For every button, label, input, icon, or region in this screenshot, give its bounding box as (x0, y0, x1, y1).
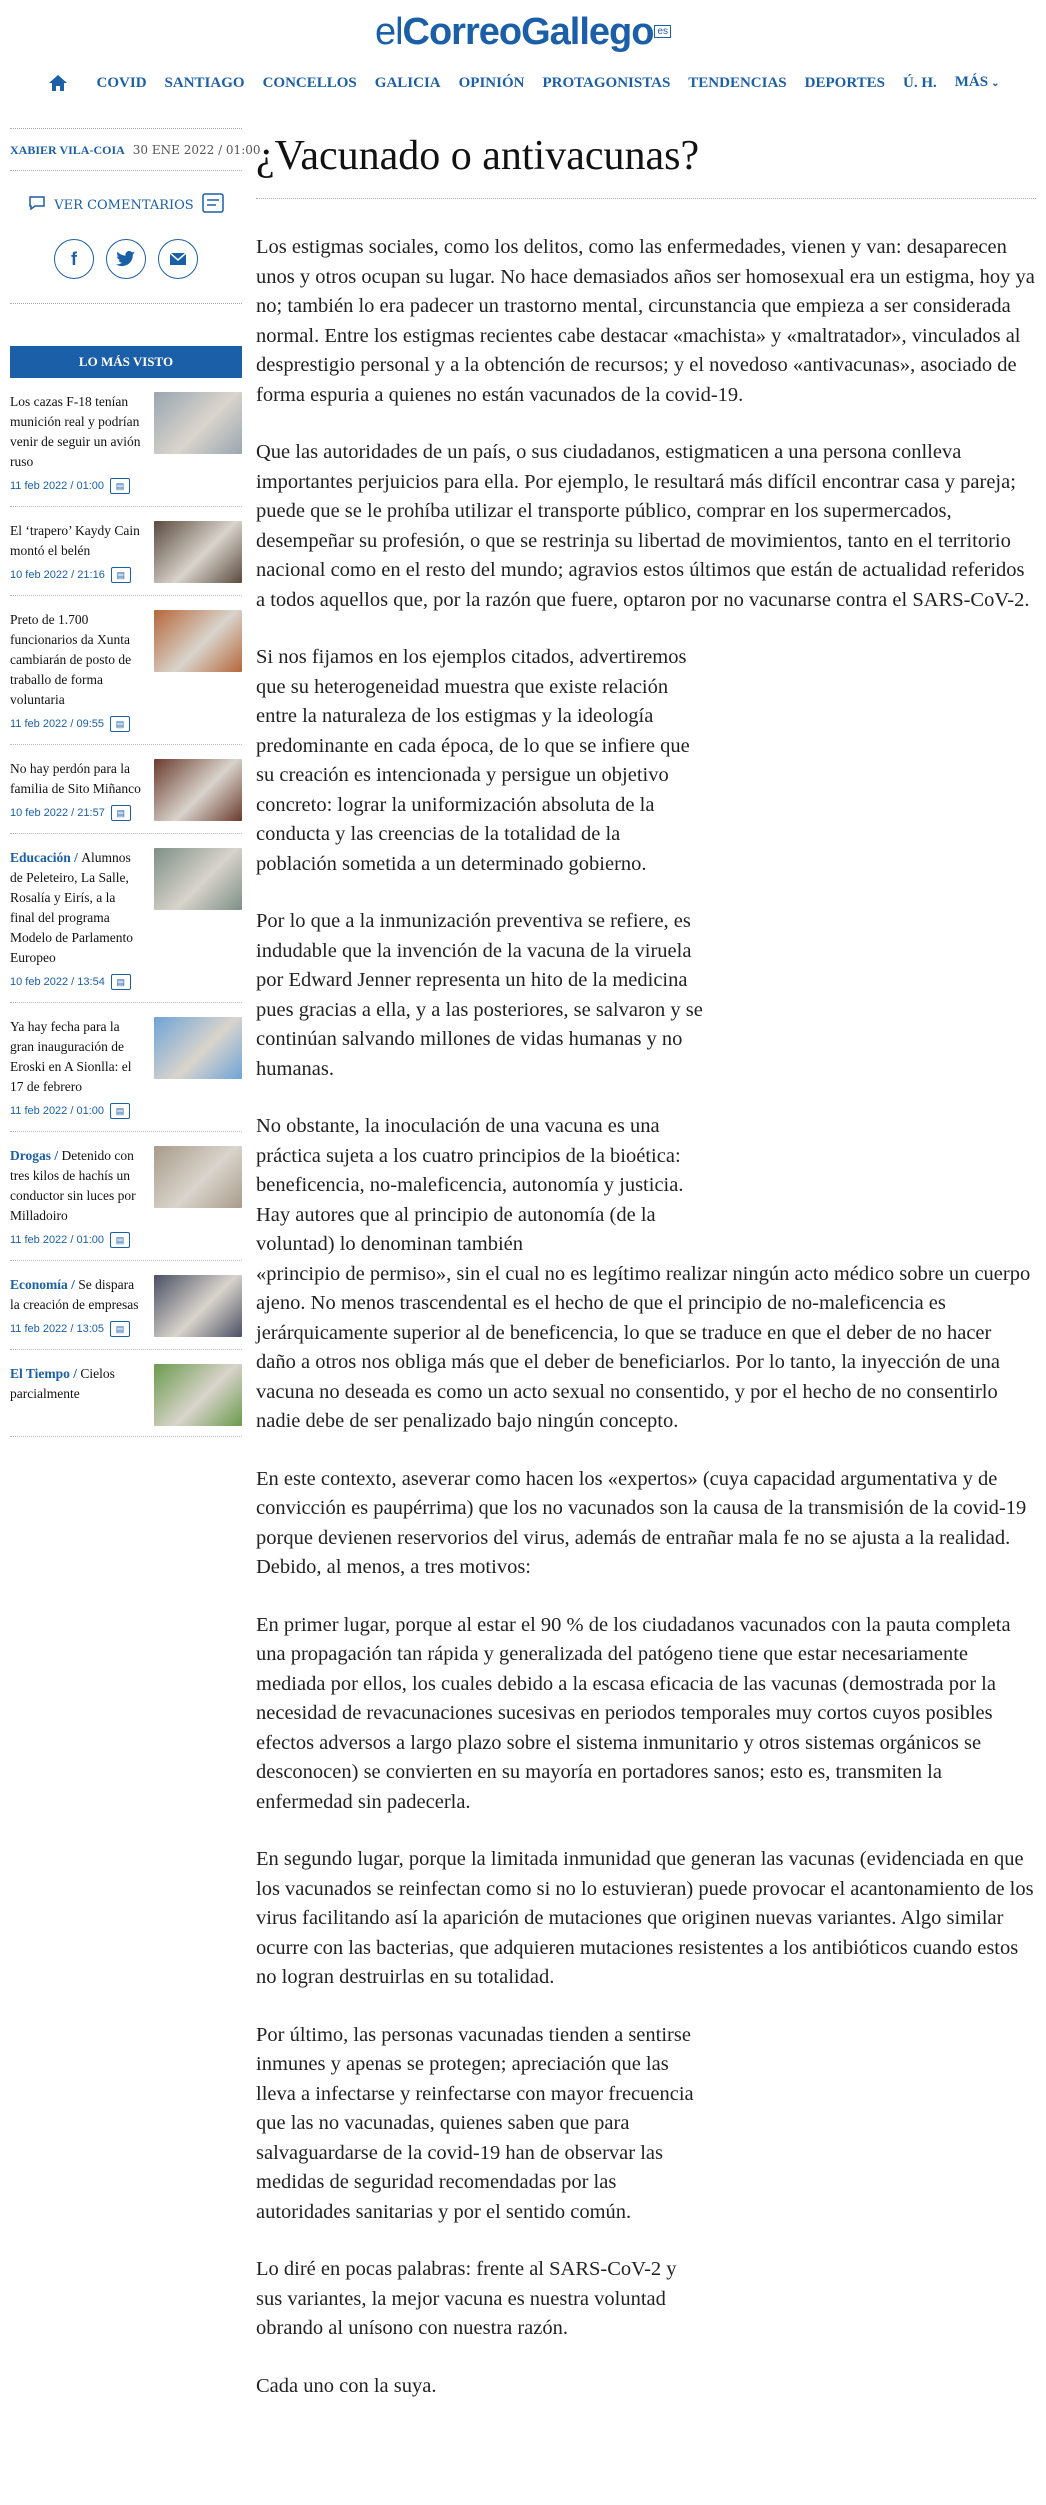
most-seen-text (10, 392, 142, 496)
site-header (0, 0, 1046, 104)
article-paragraph: Si nos fijamos en los ejemplos citados, advertiremos que su heterogeneidad muestra que existe relación entre la naturaleza de los estigmas y la ideología predominante en cada época, de lo que se infiere que su creación es intencionada y persigue un objetivo concreto: lograr la uniformización absoluta de la conducta y las creencias de la totalidad de la población sometida a un determinado gobierno. (256, 646, 690, 875)
home-icon[interactable] (38, 71, 78, 95)
nav-item-tendencias[interactable]: TENDENCIAS (688, 75, 787, 91)
logo-name: CorreoGallego (402, 11, 654, 53)
most-seen-item[interactable] (10, 596, 242, 745)
share-buttons (10, 239, 242, 304)
most-seen-text (10, 848, 142, 992)
comment-count-icon[interactable]: ▤ (110, 478, 130, 494)
most-seen-section[interactable]: Drogas (10, 1148, 52, 1163)
article-paragraph: «principio de permiso», sin el cual no es legítimo realizar ningún acto médico sobre un cuerpo ajeno. No menos trascendental es el hecho de que el principio de no-maleficencia es jerárquicamente superior al de beneficencia, lo que se traduce en que el deber de no hacer daño a otros nos obliga más que el deber de beneficiarlos. Por lo tanto, la inyección de una vacuna no deseada es como un acto sexual no consentido, y por el hecho de no consentirlo nadie debe de ser penalizado bajo ningún concepto. (256, 1262, 1031, 1432)
nav-item-covid[interactable]: COVID (96, 75, 147, 91)
comment-count-icon[interactable]: ▤ (110, 1321, 130, 1337)
nav-item-ultima-hora[interactable]: Ú. H. (902, 75, 937, 91)
nav-item-santiago[interactable]: SANTIAGO (164, 75, 245, 91)
article-paragraph: Lo diré en pocas palabras: frente al SARS-CoV-2 y sus variantes, la mejor vacuna es nuestra voluntad obrando al unísono con nuestra razón. (256, 2258, 677, 2339)
most-seen-headline[interactable]: No hay perdón para la familia de Sito Miñanco (10, 761, 141, 796)
nav-item-mas-label: MÁS (954, 74, 989, 90)
most-seen-date: 11 feb 2022 / 13:05 (10, 1323, 104, 1335)
most-seen-meta (10, 476, 142, 496)
most-seen-item[interactable] (10, 378, 242, 507)
most-seen-meta (10, 1230, 142, 1250)
publish-date: 30 ENE 2022 / 01:00 (132, 143, 261, 157)
twitter-icon[interactable] (106, 239, 146, 279)
most-seen-date: 11 feb 2022 / 01:00 (10, 480, 104, 492)
most-seen-item[interactable] (10, 745, 242, 834)
article-paragraph: En este contexto, aseverar como hacen los «expertos» (cuya capacidad argumentativa y de convicción es paupérrima) que los no vacunados son la causa de la transmisión de la covid-19 porque devienen reservorios del virus, además de entrañar mala fe no se ajusta a la realidad. Debido, al menos, a tres motivos: (256, 1467, 1027, 1578)
most-seen-text (10, 1364, 142, 1426)
article-paragraph: Por lo que a la inmunización preventiva se refiere, es indudable que la invención de la vacuna de la viruela por Edward Jenner representa un hito de la medicina pues gracias a ella, y a las posteriores, se salvaron y se continúan salvando millones de vidas humanas y no humanas. (256, 910, 703, 1080)
article (256, 128, 1036, 2401)
most-seen-meta (10, 1319, 142, 1339)
comment-bubble-icon (28, 195, 46, 215)
facebook-icon[interactable]: f (54, 239, 94, 279)
most-seen-headline[interactable]: Detenido con tres kilos de hachís un conductor sin luces por Milladoiro (10, 1148, 136, 1223)
article-paragraph: Cada uno con la suya. (256, 2374, 437, 2397)
section-separator: / (67, 1277, 79, 1292)
left-column (10, 128, 261, 1401)
most-seen-date: 11 feb 2022 / 01:00 (10, 1105, 104, 1117)
nav-item-concellos[interactable]: CONCELLOS (262, 75, 357, 91)
article-paragraph: No obstante, la inoculación de una vacuna es una práctica sujeta a los cuatro principios de la bioética: beneficencia, no-maleficencia, autonomía y justicia. Hay autores que al principio de autonomía (de la voluntad) lo denominan también (256, 1115, 684, 1255)
most-seen-thumbnail[interactable] (154, 1017, 242, 1079)
site-logo[interactable] (0, 8, 1046, 56)
most-seen-item[interactable] (10, 1132, 242, 1261)
most-seen-thumbnail[interactable] (154, 1275, 242, 1337)
most-seen-headline[interactable]: Preto de 1.700 funcionarios da Xunta cambiarán de posto de traballo de forma voluntaria (10, 612, 132, 707)
most-seen-section[interactable]: Educación (10, 850, 71, 865)
section-separator: / (69, 1366, 81, 1381)
most-seen-headline[interactable]: Alumnos de Peleteiro, La Salle, Rosalía y Eirís, a la final del programa Modelo de Parlamento Europeo (10, 850, 133, 965)
article-paragraph: Los estigmas sociales, como los delitos, como las enfermedades, vienen y van: desaparecen unos y otros ocupan su lugar. No hace demasiados años ser homosexual era un estigma, hoy ya no; también lo era padecer un trastorno mental, circunstancia que empieza a ser considerada normal. Entre los estigmas recientes cabe destacar «machista» y «maltratador», vinculados al desprestigio personal y a la obtención de recursos; y el novedoso «antivacunas», asociado de forma espuria a quienes no están vacunados de la covid-19. (256, 236, 1035, 406)
most-seen-item[interactable] (10, 1003, 242, 1132)
most-seen-section[interactable]: El Tiempo (10, 1366, 70, 1381)
logo-el: el (374, 11, 403, 53)
most-seen-meta (10, 1101, 142, 1121)
comment-count-icon[interactable]: ▤ (110, 1232, 130, 1248)
comment-count-icon (202, 193, 224, 217)
comment-count-icon[interactable]: ▤ (110, 1103, 130, 1119)
main-nav (0, 70, 1046, 96)
most-seen-text (10, 1275, 142, 1339)
comment-count-icon[interactable]: ▤ (111, 567, 131, 583)
nav-item-deportes[interactable]: DEPORTES (804, 75, 885, 91)
most-seen-text (10, 1017, 142, 1121)
nav-item-opinion[interactable]: OPINIÓN (458, 75, 525, 91)
most-seen-headline[interactable]: Se dispara la creación de empresas (10, 1277, 139, 1312)
article-body (256, 233, 1036, 2401)
most-seen-text (10, 521, 142, 585)
byline (10, 128, 261, 171)
most-seen-date: 10 feb 2022 / 13:54 (10, 976, 105, 988)
comment-count-icon[interactable]: ▤ (111, 805, 131, 821)
most-seen-headline[interactable]: Ya hay fecha para la gran inauguración de Eroski en A Sionlla: el 17 de febrero (10, 1019, 132, 1094)
most-seen-title: LO MÁS VISTO (10, 346, 242, 378)
most-seen-thumbnail[interactable] (154, 759, 242, 821)
nav-item-galicia[interactable]: GALICIA (374, 75, 441, 91)
article-paragraph: En segundo lugar, porque la limitada inmunidad que generan las vacunas (evidenciada en que los vacunados se reinfectan como si no lo estuvieran) puede provocar el acantonamiento de los virus facilitando así la aparición de mutaciones que originen nuevas variantes. Algo similar ocurre con las bacterias, que adquieren mutaciones resistentes a los antibióticos cuando estos no logran destruirlas en su totalidad. (256, 1848, 1034, 1988)
article-paragraph: Por último, las personas vacunadas tienden a sentirse inmunes y apenas se protegen; apreciación que las lleva a infectarse y reinfectarse con mayor frecuencia que las no vacunadas, quienes saben que para salvaguardarse de la covid-19 han de observar las medidas de seguridad recomendadas por las autoridades sanitarias y por el sentido común. (256, 2023, 694, 2223)
most-seen-meta (10, 972, 142, 992)
most-seen-thumbnail[interactable] (154, 848, 242, 910)
most-seen-section[interactable]: Economía (10, 1277, 68, 1292)
article-title: ¿Vacunado o antivacunas? (256, 128, 1036, 199)
most-seen-widget (10, 346, 242, 1437)
most-seen-thumbnail[interactable] (154, 392, 242, 454)
most-seen-item[interactable] (10, 507, 242, 596)
most-seen-headline[interactable]: Cielos parcialmente (10, 1366, 115, 1401)
author-link[interactable]: XABIER VILA-COIA (10, 143, 125, 157)
most-seen-meta (10, 803, 142, 823)
logo-tld: es (654, 25, 671, 38)
most-seen-thumbnail[interactable] (154, 1146, 242, 1208)
most-seen-text (10, 759, 142, 823)
most-seen-date: 10 feb 2022 / 21:57 (10, 807, 105, 819)
most-seen-date: 10 feb 2022 / 21:16 (10, 569, 105, 581)
article-paragraph: Que las autoridades de un país, o sus ciudadanos, estigmaticen a una persona conlleva importantes perjuicios para ella. Por ejemplo, le resultará más difícil encontrar casa y pareja; puede que se le prohíba utilizar el transporte público, comprar en los supermercados, desempeñar su profesión, o que se restrinja su libertad de movimientos, tanto en el territorio nacional como en el resto del mundo; agravios estos últimos que están de actualidad referidos a todos aquellos que, por la razón que fuere, optaron por no vacunarse contra el SARS-CoV-2. (256, 441, 1030, 611)
most-seen-text (10, 1146, 142, 1250)
most-seen-text (10, 610, 142, 734)
email-icon[interactable] (158, 239, 198, 279)
comment-count-icon[interactable]: ▤ (111, 974, 131, 990)
nav-item-protagonistas[interactable]: PROTAGONISTAS (542, 75, 671, 91)
most-seen-thumbnail[interactable] (154, 610, 242, 672)
most-seen-thumbnail[interactable] (154, 1364, 242, 1426)
nav-item-mas[interactable] (946, 70, 1009, 96)
section-separator: / (51, 1148, 62, 1163)
chevron-down-icon: ⌄ (991, 78, 1000, 89)
most-seen-headline[interactable]: Los cazas F-18 tenían munición real y podrían venir de seguir un avión ruso (10, 394, 141, 469)
comment-count-icon[interactable]: ▤ (110, 716, 130, 732)
view-comments-button[interactable] (10, 193, 242, 217)
most-seen-item[interactable] (10, 1261, 242, 1350)
most-seen-date: 11 feb 2022 / 01:00 (10, 1234, 104, 1246)
section-separator: / (70, 850, 82, 865)
most-seen-list (10, 378, 242, 1437)
most-seen-item[interactable] (10, 1350, 242, 1437)
article-paragraph: En primer lugar, porque al estar el 90 % de los ciudadanos vacunados con la pauta completa una propagación tan rápida y generalizada del patógeno tiene que estar necesariamente mediada por ellos, los cuales debido a la escasa eficacia de las vacunas (demostrada por la necesidad de revacunaciones sucesivas en periodos temporales muy cortos cuyos posibles efectos adversos a largo plazo sobre el sistema inmunitario y otros sistemas orgánicos se desconocen) se convierten en su mayoría en portadores sanos; esto es, transmiten la enfermedad sin padecerla. (256, 1613, 1011, 1813)
most-seen-meta (10, 714, 142, 734)
most-seen-thumbnail[interactable] (154, 521, 242, 583)
most-seen-item[interactable] (10, 834, 242, 1003)
most-seen-headline[interactable]: El ‘trapero’ Kaydy Cain montó el belén (10, 523, 140, 558)
most-seen-date: 11 feb 2022 / 09:55 (10, 718, 104, 730)
most-seen-meta (10, 565, 142, 585)
view-comments-label: VER COMENTARIOS (54, 197, 194, 213)
